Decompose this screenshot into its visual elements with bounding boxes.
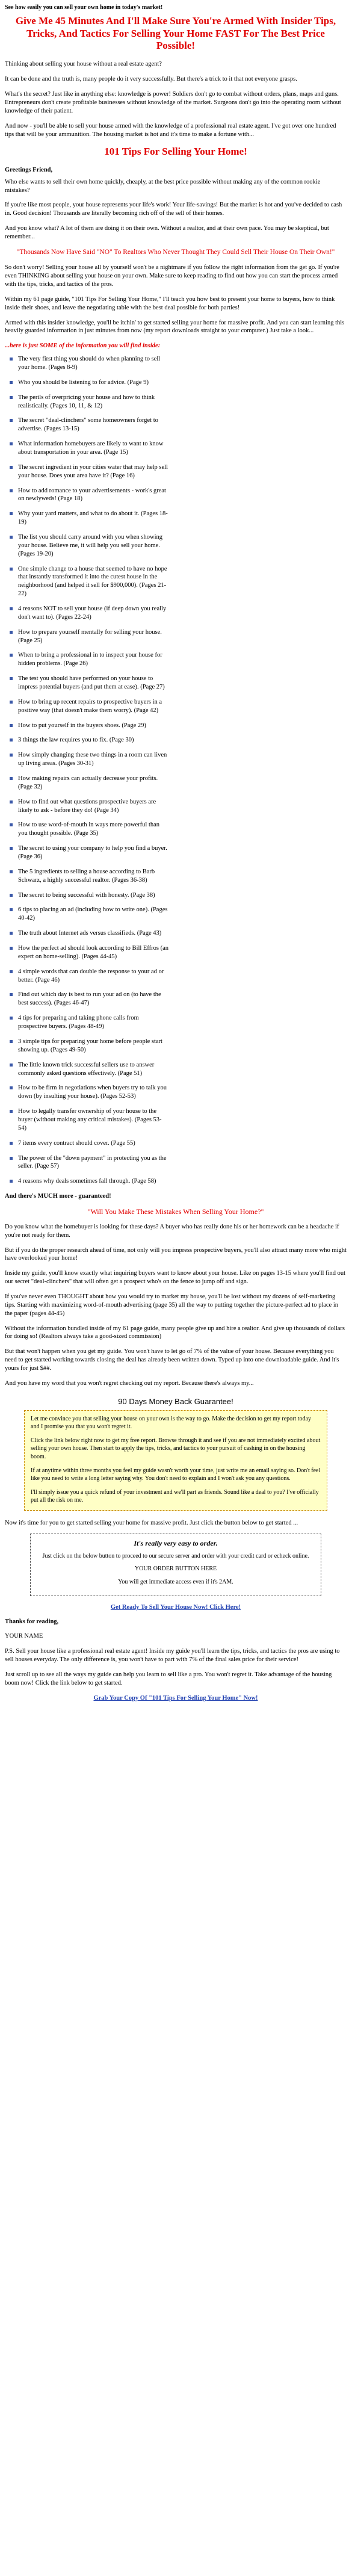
body-paragraph: Within my 61 page guide, "101 Tips For Selling Your Home," I'll teach you how best to present your home to buyers, how to think inside their shoes, and leave the negotiating table with the best deal possible for both parties! (5, 296, 335, 311)
tip-text: Why your yard matters, and what to do about it. (Pages 18-19) (18, 510, 168, 526)
list-item (18, 736, 347, 745)
body-paragraph: And you know what? A lot of them are doing it on their own. Without a realtor, and at their own pace. You may be skeptical, but remember... (5, 225, 329, 240)
list-item (18, 1107, 347, 1133)
list-item (18, 1139, 347, 1148)
intro-paragraph: And now - you'll be able to sell your house armed with the knowledge of a professional real estate agent. I've got over one hundred tips that will be your ammunition. The housing market is hot and it's time to make a fortune with... (5, 122, 336, 138)
tip-text: What information homebuyers are likely to want to know about transportation in your area. (Page 15) (18, 441, 164, 456)
bullet-square-icon (10, 894, 13, 897)
subhead: 101 Tips For Selling Your Home! (104, 146, 247, 158)
tip-text: Find out which day is best to run your ad on (to have the best success). (Pages 46-47) (18, 991, 161, 1007)
bullet-square-icon (10, 701, 13, 704)
tip-text: One simple change to a house that seemed to have no hope that instantly transformed it into the cutest house in the neighborhood (and helped it sell for $900,000). (Pages 21-22) (18, 565, 167, 598)
list-item (18, 533, 347, 559)
bullet-square-icon (10, 631, 13, 634)
body-section-2 (5, 264, 347, 335)
bullet-square-icon (10, 677, 13, 680)
list-item (18, 379, 347, 387)
body-paragraph: But if you do the proper research ahead of time, not only will you impress prospective buyers, you'll also attract many more who might have overlooked your home! (5, 1246, 347, 1262)
bullet-square-icon (10, 396, 13, 399)
intro-section (5, 60, 347, 138)
tip-text: How to use word-of-mouth in ways more powerful than you thought possible. (Page 35) (18, 822, 160, 837)
tip-text: 4 tips for preparing and taking phone calls from prospective buyers. (Pages 48-49) (18, 1015, 139, 1030)
list-item (18, 394, 347, 410)
tip-text: 6 tips to placing an ad (including how to write one). (Pages 40-42) (18, 906, 168, 922)
guarantee-paragraph: Let me convince you that selling your house on your own is the way to go. Make the decision to get my report today and I promise you that you won't regret it. (31, 1415, 312, 1431)
body-paragraph: If you've never even THOUGHT about how you would try to market my house, you'll be lost without my dozens of self-marketing tips. Starting with maximizing word-of-mouth advertising (page 35) all the way to putting together the picture-perfect ad to place in the paper (pages 44-45) (5, 1293, 339, 1317)
bullet-square-icon (10, 777, 13, 780)
body-paragraph: Who else wants to sell their own home quickly, cheaply, at the best price possible without making any of the common rookie mistakes? (5, 178, 321, 194)
list-item (18, 1084, 347, 1101)
headline: Give Me 45 Minutes And I'll Make Sure You're Armed With Insider Tips, Tricks, And Tactics For Selling Your Home FAST For The Best Price Possible! (15, 15, 336, 51)
ps-paragraph: Just scroll up to see all the ways my guide can help you learn to sell like a pro. You won't regret it. Take advantage of the housing boom now! Click the link below to get started. (5, 1671, 332, 1686)
bullet-square-icon (10, 823, 13, 826)
bullet-square-icon (10, 1064, 13, 1067)
bullet-square-icon (10, 1180, 13, 1183)
tip-text: How making repairs can actually decrease your profits. (Page 32) (18, 775, 158, 790)
bullet-square-icon (10, 536, 13, 539)
ps-paragraph: P.S. Sell your house like a professional real estate agent! Inside my guide you'll learn the tips, tricks, and tactics the pros are using to sell houses everyday. The only difference is, you won't have to part with 7% of the final sales price for their service! (5, 1648, 340, 1664)
tip-text: The secret ingredient in your cities water that may help sell your house. Does your area have it? (Page 16) (18, 463, 168, 479)
tip-text: 4 simple words that can double the response to your ad or better. (Page 46) (18, 968, 164, 983)
order-box (30, 1534, 321, 1596)
bullet-square-icon (10, 738, 13, 742)
list-item (18, 1177, 347, 1186)
list-item (18, 1154, 347, 1171)
list-item (18, 968, 347, 985)
intro-paragraph: What's the secret? Just like in anything else: knowledge is power! Soldiers don't go to combat without orders, plans, maps and guns. Entrepreneurs don't create profitable businesses without knowledge of the market. Surgeons don't go into the operating room without knowledge of their patient. (5, 91, 341, 114)
much-more: And there's MUCH more - guaranteed! (5, 1193, 111, 1200)
bullet-square-icon (10, 1110, 13, 1113)
signature: YOUR NAME (5, 1633, 43, 1640)
tip-text: The very first thing you should do when planning to sell your home. (Pages 8-9) (18, 356, 161, 371)
tip-text: 3 simple tips for preparing your home before people start showing up. (Pages 49-50) (18, 1038, 162, 1053)
bullet-square-icon (10, 466, 13, 469)
body-paragraph: So don't worry! Selling your house all by yourself won't be a nightmare if you follow the right information from the get go. If you're even THINKING about selling your house on your own. Make sure to keep reading to find out how you can start the process armed with the tips, tricks, and tactics of the pros. (5, 264, 339, 288)
guarantee-paragraph: If at anytime within three months you feel my guide wasn't worth your time, just write me an email saying so. Don't feel like you need to write a long letter saying why. You don't need to explain and I won't ask you any questions. (31, 1467, 321, 1482)
bullet-square-icon (10, 908, 13, 911)
tips-list (5, 355, 347, 1186)
tip-text: The secret to using your company to help you find a buyer. (Page 36) (18, 845, 167, 861)
list-item (18, 775, 347, 791)
list-item (18, 628, 347, 645)
tip-text: The secret "deal-clinchers" some homeowners forget to advertise. (Pages 13-15) (18, 417, 158, 433)
list-item (18, 510, 347, 527)
bullet-square-icon (10, 724, 13, 727)
list-item (18, 821, 347, 838)
tips-lead: ...here is just SOME of the information you will find inside: (5, 342, 161, 350)
cta-link-grab-copy[interactable]: Grab Your Copy Of "101 Tips For Selling Your Home" Now! (93, 1694, 258, 1701)
tip-text: The little known trick successful sellers use to answer commonly asked questions effectively. (Page 51) (18, 1061, 155, 1077)
bullet-square-icon (10, 607, 13, 610)
bullet-square-icon (10, 1017, 13, 1020)
thanks-line: Thanks for reading, (5, 1618, 59, 1625)
tip-text: When to bring a professional in to inspect your house for hidden problems. (Page 26) (18, 652, 162, 667)
guarantee-paragraph: I'll simply issue you a quick refund of your investment and we'll part as friends. Sound like a deal to you? I've officially put all the risk on me. (31, 1489, 319, 1504)
bullet-square-icon (10, 568, 13, 571)
tip-text: Who you should be listening to for advice. (Page 9) (18, 379, 149, 386)
list-item (18, 751, 347, 768)
bullet-square-icon (10, 1040, 13, 1043)
guarantee-paragraph: Click the link below right now to get my free report. Browse through it and see if you are not immediately excited about selling your own house. Then start to apply the tips, tricks, and tactics to your pursuit of cashing in on the housing boom. (31, 1437, 321, 1460)
tip-text: How to bring up recent repairs to prospective buyers in a positive way (that doesn't make them worry). (Page 42) (18, 698, 162, 714)
list-item (18, 565, 347, 598)
list-item (18, 891, 347, 900)
tip-text: How to legally transfer ownership of your house to the buyer (without making any critical mistakes). (Pages 53-54) (18, 1108, 162, 1132)
list-item (18, 1038, 347, 1054)
bullet-square-icon (10, 870, 13, 873)
bullet-square-icon (10, 847, 13, 850)
bullet-square-icon (10, 654, 13, 657)
body-section-4: Now it's time for you to get started selling your home for massive profit. Just click the button below to get started ... (5, 1519, 298, 1526)
order-instructions: Just click on the below button to proceed to our secure server and order with your credit card or echeck online. (42, 1553, 309, 1560)
body-paragraph: Armed with this insider knowledge, you'll be itchin' to get started selling your home for massive profit. And you can start learning this heavily guarded information in just minutes from now (my report downloads straight to your computer.) Just take a look... (5, 319, 345, 335)
bullet-square-icon (10, 1086, 13, 1089)
list-item (18, 355, 347, 372)
body-section-1 (5, 178, 347, 241)
tip-text: How to be firm in negotiations when buyers try to talk you down (by insulting your house). (Pages 52-53) (18, 1085, 167, 1100)
bullet-square-icon (10, 489, 13, 492)
tip-text: The perils of overpricing your house and how to think realistically. (Pages 10, 11, & 12) (18, 394, 155, 409)
list-item (18, 929, 347, 938)
bullet-square-icon (10, 358, 13, 361)
bullet-square-icon (10, 419, 13, 422)
body-section-3 (5, 1223, 347, 1388)
bullet-square-icon (10, 381, 13, 384)
bullet-square-icon (10, 800, 13, 803)
guarantee-title: 90 Days Money Back Guarantee! (118, 1396, 233, 1406)
tip-text: The power of the "down payment" in protecting you as the seller. (Page 57) (18, 1154, 167, 1170)
order-title: It's really very easy to order. (134, 1539, 218, 1548)
quote-headline-1: "Thousands Now Have Said "NO" To Realtors Who Never Thought They Could Sell Their House On Their Own!" (16, 248, 335, 256)
body-paragraph: Without the information bundled inside of my 61 page guide, many people give up and hire a realtor. And give up thousands of dollars for doing so! (Realtors always take a good-sized commission) (5, 1325, 345, 1340)
bullet-square-icon (10, 947, 13, 950)
tip-text: How to put yourself in the buyers shoes. (Page 29) (18, 722, 146, 729)
tip-text: 4 reasons NOT to sell your house (if deep down you really don't want to). (Pages 22-24) (18, 605, 167, 621)
ps-section (5, 1647, 347, 1687)
bullet-square-icon (10, 754, 13, 757)
bullet-square-icon (10, 442, 13, 445)
list-item (18, 991, 347, 1008)
bullet-square-icon (10, 512, 13, 515)
tip-text: The truth about Internet ads versus classifieds. (Page 43) (18, 930, 162, 937)
bullet-square-icon (10, 970, 13, 973)
bullet-square-icon (10, 993, 13, 996)
list-item (18, 722, 347, 730)
list-item (18, 1061, 347, 1078)
list-item (18, 675, 347, 692)
list-item (18, 1014, 347, 1031)
list-item (18, 906, 347, 923)
tip-text: How to find out what questions prospective buyers are likely to ask - before they do! (Page 34) (18, 798, 156, 814)
tip-text: The list you should carry around with you when showing your house. Believe me, it will help you sell your home. (Pages 19-20) (18, 533, 163, 557)
top-line: See how easily you can sell your own home in today's market! (5, 4, 163, 11)
list-item (18, 416, 347, 433)
list-item (18, 605, 347, 622)
order-button[interactable]: YOUR ORDER BUTTON HERE (134, 1565, 217, 1573)
body-paragraph: Inside my guide, you'll know exactly what inquiring buyers want to know about your house. Like on pages 13-15 where you'll find out our secret "deal-clinchers" that will often get a prospect who's on the fence to jump off and sign. (5, 1270, 346, 1286)
tip-text: How the perfect ad should look according to Bill Effros (an expert on home-selling). (Pages 44-45) (18, 945, 168, 960)
greeting: Greetings Friend, (5, 166, 53, 173)
tip-text: 7 items every contract should cover. (Page 55) (18, 1139, 135, 1147)
tip-text: The test you should have performed on your house to impress potential buyers (and put them at ease). (Page 27) (18, 675, 165, 690)
list-item (18, 487, 347, 504)
sales-letter (5, 4, 347, 1709)
tip-text: The 5 ingredients to selling a house according to Barb Schwarz, a highly successful realtor. (Pages 36-38) (18, 868, 155, 884)
tip-text: 3 things the law requires you to fix. (Page 30) (18, 737, 134, 744)
body-paragraph: And you have my word that you won't regret checking out my report. Because there's always my... (5, 1379, 254, 1387)
body-paragraph: But that won't happen when you get my guide. You won't have to let go of 7% of the value of your house. Because everything you need to get started working towards closing the deal has already been written down. Typed up into one downloadable guide. And it's yours for just $##. (5, 1348, 339, 1372)
list-item (18, 798, 347, 815)
tip-text: How simply changing these two things in a room can liven up living areas. (Pages 30-31) (18, 752, 167, 767)
quote-headline-2: "Will You Make These Mistakes When Selling Your Home?" (87, 1207, 264, 1216)
intro-paragraph: It can be done and the truth is, many people do it very successfully. But there's a trick to it that not everyone grasps. (5, 76, 297, 83)
cta-link-sell-now[interactable]: Get Ready To Sell Your House Now! Click Here! (110, 1603, 241, 1611)
list-item (18, 868, 347, 885)
body-paragraph: Do you know what the homebuyer is looking for these days? A buyer who has really done his or her homework can be a headache if you're not ready for them. (5, 1223, 339, 1239)
list-item (18, 651, 347, 668)
list-item (18, 944, 347, 961)
bullet-square-icon (10, 1157, 13, 1160)
list-item (18, 463, 347, 480)
tip-text: How to add romance to your advertisements - work's great on newlyweds! (Page 18) (18, 487, 166, 503)
bullet-square-icon (10, 1142, 13, 1145)
tip-text: How to prepare yourself mentally for selling your house. (Page 25) (18, 628, 162, 644)
tip-text: The secret to being successful with honesty. (Page 38) (18, 891, 155, 899)
guarantee-box (24, 1410, 327, 1511)
bullet-square-icon (10, 932, 13, 935)
list-item (18, 698, 347, 715)
list-item (18, 440, 347, 457)
tip-text: 4 reasons why deals sometimes fall through. (Page 58) (18, 1178, 156, 1185)
body-paragraph: If you're like most people, your house represents your life's work! Your life-savings! But the market is hot and you've decided to cash in. Good decision! Thousands are literally becoming rich off of the sell of their homes. (5, 202, 342, 217)
order-access-note: You will get immediate access even if it's 2AM. (118, 1578, 233, 1585)
intro-paragraph: Thinking about selling your house without a real estate agent? (5, 61, 162, 68)
list-item (18, 844, 347, 861)
